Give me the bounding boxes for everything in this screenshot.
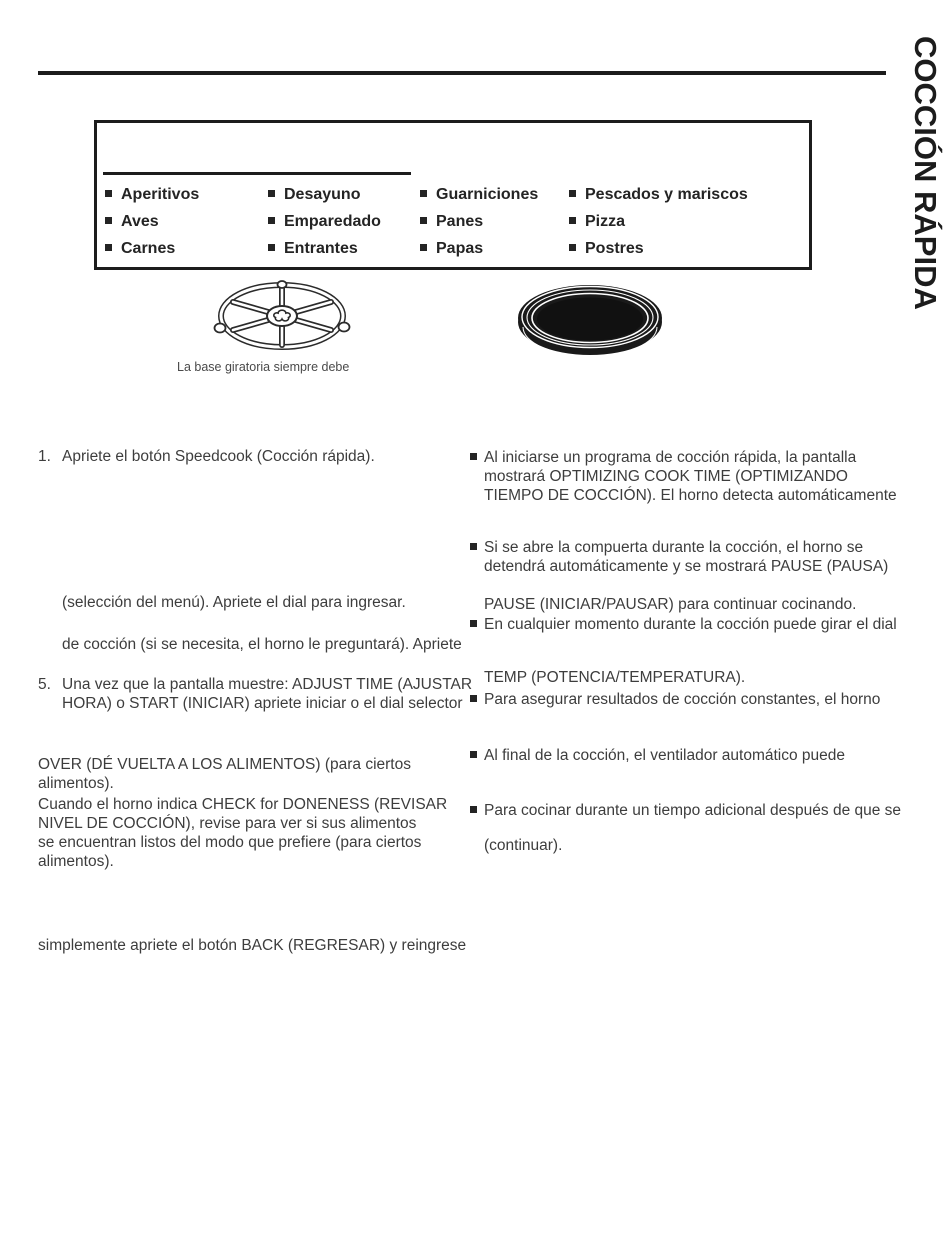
- bullet-continuation-line: PAUSE (INICIAR/PAUSAR) para continuar cocinando.: [484, 596, 857, 613]
- square-bullet-icon: [268, 244, 275, 251]
- category-label: Guarniciones: [436, 186, 539, 203]
- square-bullet-icon: [470, 751, 477, 758]
- square-bullet-icon: [470, 453, 477, 460]
- category-item: [268, 208, 381, 235]
- bullet-text-line: Para cocinar durante un tiempo adicional después de que se: [484, 802, 902, 819]
- category-label: Papas: [436, 240, 484, 257]
- square-bullet-icon: [105, 190, 112, 197]
- category-label: Aves: [121, 213, 159, 230]
- paragraph-line: Cuando el horno indica CHECK for DONENESS (REVISAR: [38, 796, 448, 813]
- category-column-1: [105, 181, 199, 262]
- square-bullet-icon: [470, 806, 477, 813]
- category-label: Postres: [585, 240, 644, 257]
- bullet-text-line: Si se abre la compuerta durante la cocción, el horno se: [484, 539, 864, 556]
- category-item: [569, 208, 748, 235]
- square-bullet-icon: [105, 244, 112, 251]
- bullet-text-line: mostrará OPTIMIZING COOK TIME (OPTIMIZANDO: [484, 468, 848, 485]
- bullet-item: [470, 801, 901, 820]
- square-bullet-icon: [569, 217, 576, 224]
- paragraph-line: NIVEL DE COCCIÓN), revise para ver si sus alimentos: [38, 815, 417, 832]
- black-glass-tray-image: [515, 281, 665, 357]
- bullet-item: [470, 690, 880, 709]
- category-label: Desayuno: [284, 186, 361, 203]
- square-bullet-icon: [470, 695, 477, 702]
- category-label: Entrantes: [284, 240, 358, 257]
- step-continuation-line: (selección del menú). Apriete el dial para ingresar.: [62, 594, 406, 611]
- square-bullet-icon: [420, 190, 427, 197]
- bullet-text-line: detendrá automáticamente y se mostrará PAUSE (PAUSA): [484, 558, 889, 575]
- category-box-heading-rule: [103, 172, 411, 175]
- paragraph-line: simplemente apriete el botón BACK (REGRESAR) y reingrese: [38, 937, 467, 954]
- category-item: [420, 181, 538, 208]
- step-text-line: HORA) o START (INICIAR) apriete iniciar o el dial selector: [62, 695, 463, 712]
- category-item: [105, 181, 199, 208]
- step-continuation-line: de cocción (si se necesita, el horno le preguntará). Apriete: [62, 636, 462, 653]
- speedcook-category-box: [94, 120, 812, 270]
- category-item: [105, 235, 199, 262]
- category-item: [105, 208, 199, 235]
- turntable-caption: La base giratoria siempre debe: [177, 360, 350, 374]
- category-label: Emparedado: [284, 213, 381, 230]
- paragraph-line: se encuentran listos del modo que prefiere (para ciertos: [38, 834, 422, 851]
- step-text-line: Apriete el botón Speedcook (Cocción rápida).: [62, 448, 375, 465]
- category-item: [569, 181, 748, 208]
- bullet-item: [470, 448, 897, 505]
- paragraph-line: alimentos).: [38, 775, 114, 792]
- category-item: [268, 181, 381, 208]
- bullet-text-line: En cualquier momento durante la cocción puede girar el dial: [484, 616, 897, 633]
- square-bullet-icon: [569, 244, 576, 251]
- category-label: Aperitivos: [121, 186, 200, 203]
- category-column-3: [420, 181, 538, 262]
- numbered-step-1: [38, 447, 375, 466]
- category-label: Carnes: [121, 240, 176, 257]
- bullet-item: [470, 615, 897, 634]
- bullet-text-line: TIEMPO DE COCCIÓN). El horno detecta automáticamente: [484, 487, 897, 504]
- vertical-page-title: COCCIÓN RÁPIDA: [908, 36, 943, 310]
- square-bullet-icon: [420, 244, 427, 251]
- category-column-2: [268, 181, 381, 262]
- turntable-support-ring-image: [212, 278, 352, 358]
- category-item: [268, 235, 381, 262]
- square-bullet-icon: [470, 620, 477, 627]
- category-label: Pizza: [585, 213, 626, 230]
- category-label: Panes: [436, 213, 484, 230]
- step-number: 1.: [38, 448, 51, 465]
- category-item: [420, 208, 538, 235]
- bullet-continuation-line: (continuar).: [484, 837, 563, 854]
- numbered-step-5: [38, 675, 472, 713]
- bullet-item: [470, 538, 888, 576]
- top-divider-rule: [38, 71, 886, 75]
- category-label: Pescados y mariscos: [585, 186, 748, 203]
- square-bullet-icon: [470, 543, 477, 550]
- paragraph-line: OVER (DÉ VUELTA A LOS ALIMENTOS) (para ciertos: [38, 756, 411, 773]
- square-bullet-icon: [420, 217, 427, 224]
- square-bullet-icon: [268, 190, 275, 197]
- square-bullet-icon: [105, 217, 112, 224]
- bullet-text-line: Al final de la cocción, el ventilador automático puede: [484, 747, 846, 764]
- bullet-continuation-line: TEMP (POTENCIA/TEMPERATURA).: [484, 669, 746, 686]
- paragraph-1: [38, 755, 411, 793]
- step-number: 5.: [38, 676, 51, 693]
- square-bullet-icon: [569, 190, 576, 197]
- paragraph-2: [38, 795, 447, 871]
- square-bullet-icon: [268, 217, 275, 224]
- category-column-4: [569, 181, 748, 262]
- bullet-text-line: Para asegurar resultados de cocción constantes, el horno: [484, 691, 881, 708]
- category-item: [569, 235, 748, 262]
- paragraph-line: alimentos).: [38, 853, 114, 870]
- bullet-item: [470, 746, 845, 765]
- category-item: [420, 235, 538, 262]
- bullet-text-line: Al iniciarse un programa de cocción rápida, la pantalla: [484, 449, 857, 466]
- step-text-line: Una vez que la pantalla muestre: ADJUST TIME (AJUSTAR: [62, 676, 473, 693]
